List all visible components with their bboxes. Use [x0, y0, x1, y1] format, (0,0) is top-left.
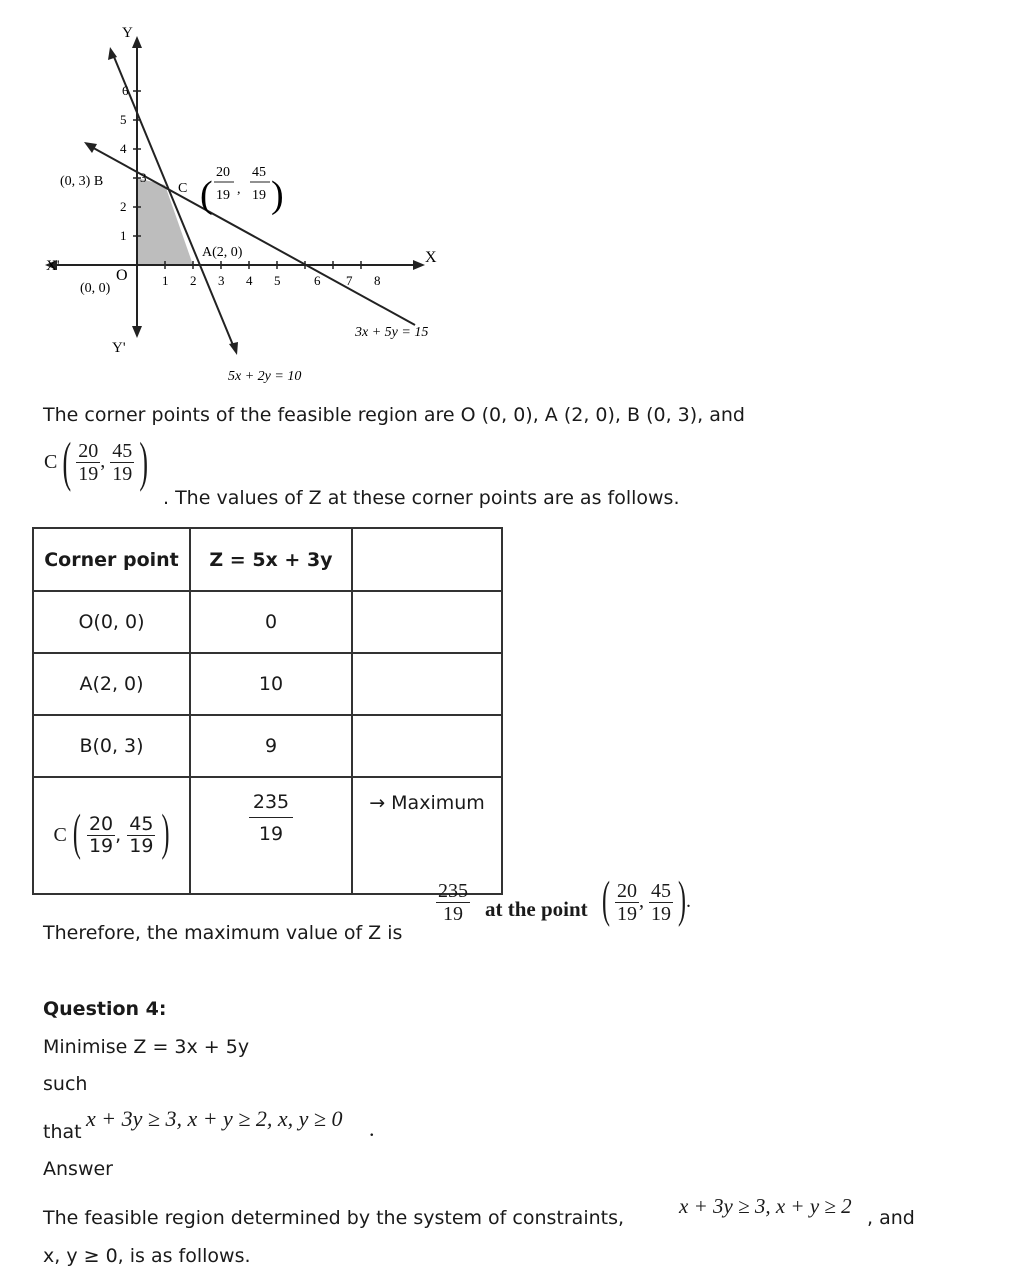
row-point: O(0, 0)	[33, 591, 190, 653]
c-num2: 45	[252, 165, 266, 180]
row-z-max: $\frac{235}{19}$	[190, 777, 352, 894]
max-point-expression: ( $\frac{20}{19}$ , $\frac{45}{19}$ ).	[602, 874, 691, 929]
origin-label: O	[116, 267, 128, 284]
x-tick-7: 7	[346, 273, 353, 288]
line-3x-5y-15-arrow	[84, 142, 97, 153]
point-a-label: A(2, 0)	[202, 245, 243, 260]
question-objective: Minimise Z = 3x + 5y	[43, 1036, 250, 1058]
x-axis-arrow-right	[413, 260, 425, 270]
y-prime-label: Y'	[112, 340, 126, 356]
row-z: 10	[190, 653, 352, 715]
row-note-max: → Maximum	[352, 777, 502, 894]
y-axis-arrow-up	[132, 36, 142, 48]
table-row	[33, 653, 502, 715]
question-such: such	[43, 1073, 88, 1095]
x-prime-label: X'	[46, 258, 60, 274]
point-c-label: C	[178, 181, 188, 196]
row-point-c: C ( $\frac{20}{19}$ , $\frac{45}{19}$ )	[33, 777, 190, 894]
row-point: A(2, 0)	[33, 653, 190, 715]
c-paren-right: )	[271, 174, 284, 216]
feasible-and: , and	[867, 1207, 915, 1229]
row-note	[352, 591, 502, 653]
c-den2: 19	[252, 188, 266, 203]
line-5x-2y-10-label: 5x + 2y = 10	[228, 369, 302, 384]
c-frac-x: $\frac{20}{19}$	[78, 440, 99, 485]
c-num1: 20	[216, 165, 230, 180]
svg-text:,: ,	[237, 182, 241, 197]
x-axis-label: X	[425, 249, 437, 266]
x-tick-5: 5	[274, 273, 281, 288]
table-header-row	[33, 528, 502, 591]
feasible-text: The feasible region determined by the system of constraints,	[43, 1207, 625, 1229]
answer-label: Answer	[43, 1158, 113, 1180]
at-the-point-text: at the point	[485, 897, 588, 921]
row-note	[352, 653, 502, 715]
row-point: B(0, 3)	[33, 715, 190, 777]
question-constraints: x + 3y ≥ 3, x + y ≥ 2, x, y ≥ 0	[86, 1106, 343, 1131]
c-paren-left: (	[200, 174, 213, 216]
y-tick-1: 1	[120, 228, 127, 243]
question-title: Question 4:	[43, 998, 167, 1020]
y-tick-6: 6	[122, 83, 129, 98]
y-axis-arrow-down	[132, 326, 142, 338]
question-constraints-dot: .	[369, 1116, 375, 1141]
row-z: 0	[190, 591, 352, 653]
table-row	[33, 715, 502, 777]
c-frac-y: $\frac{45}{19}$	[112, 440, 133, 485]
header-z: Z = 5x + 3y	[190, 528, 352, 591]
row-z: 9	[190, 715, 352, 777]
feasible-last-line: x, y ≥ 0, is as follows.	[43, 1245, 251, 1267]
x-tick-6: 6	[314, 273, 321, 288]
point-b-label: (0, 3) B	[60, 174, 104, 189]
line-3x-5y-15-label: 3x + 5y = 15	[355, 325, 429, 340]
y-tick-3: 3	[140, 170, 147, 185]
y-tick-2: 2	[120, 199, 127, 214]
values-text: . The values of Z at these corner points are as follows.	[163, 487, 680, 509]
line-5x-2y-10-arrow-up	[108, 47, 117, 60]
header-blank	[352, 528, 502, 591]
table-row-max	[33, 777, 502, 894]
corner-points-text: The corner points of the feasible region are O (0, 0), A (2, 0), B (0, 3), and	[43, 404, 745, 426]
max-z-fraction: $\frac{235}{19}$	[438, 880, 468, 925]
x-tick-4: 4	[246, 273, 253, 288]
question-that: that	[43, 1121, 82, 1143]
row-note	[352, 715, 502, 777]
x-tick-8: 8	[374, 273, 381, 288]
corner-points-table	[32, 527, 503, 895]
y-axis-label: Y	[122, 25, 133, 41]
feasible-region-graph	[40, 20, 470, 390]
c-letter: C	[44, 451, 58, 473]
x-tick-1: 1	[162, 273, 169, 288]
y-tick-4: 4	[120, 141, 127, 156]
x-tick-2: 2	[190, 273, 197, 288]
x-tick-3: 3	[218, 273, 225, 288]
header-corner-point: Corner point	[33, 528, 190, 591]
line-5x-2y-10-arrow-down	[229, 342, 238, 355]
point-c-expression: C ( $\frac{20}{19}$ , $\frac{45}{19}$ )	[44, 431, 149, 492]
c-den1: 19	[216, 188, 230, 203]
conclusion-text: Therefore, the maximum value of Z is	[43, 922, 403, 944]
point-o-label: (0, 0)	[80, 281, 111, 296]
feasible-constraints: x + 3y ≥ 3, x + y ≥ 2	[679, 1194, 852, 1218]
table-row	[33, 591, 502, 653]
y-tick-5: 5	[120, 112, 127, 127]
